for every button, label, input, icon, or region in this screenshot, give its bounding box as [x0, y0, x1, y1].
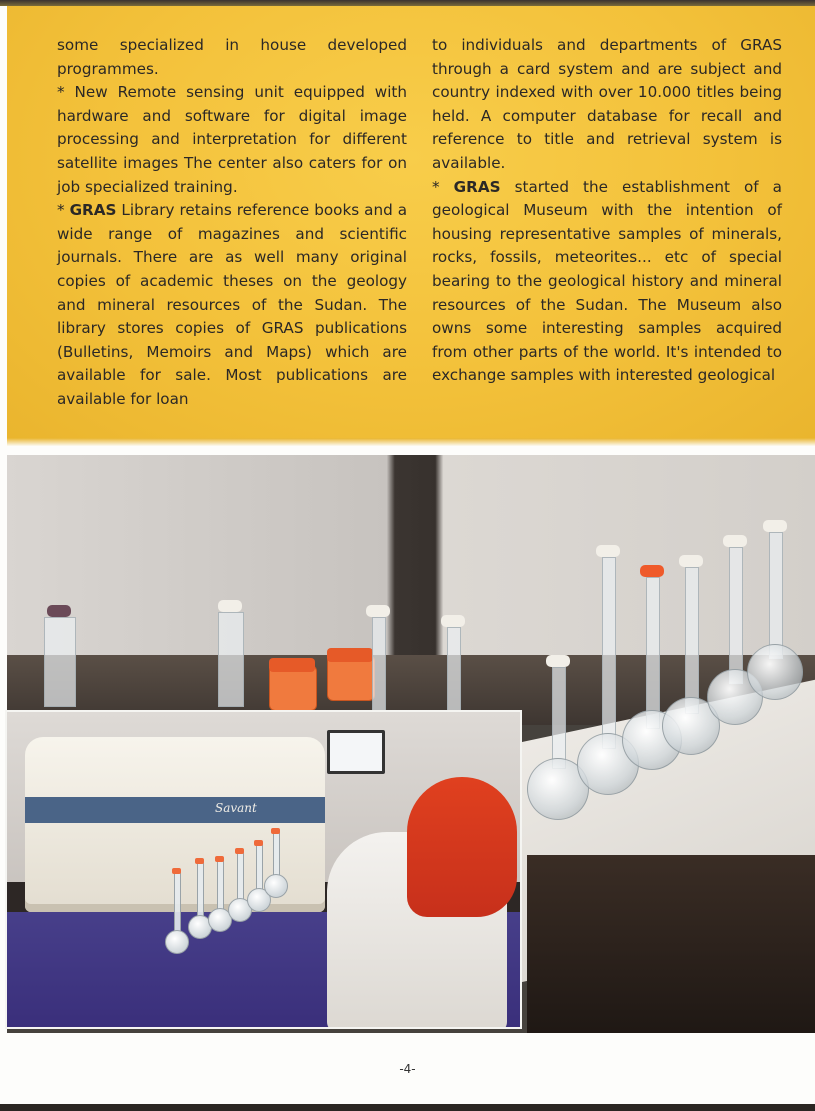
right-paragraph-1: to individuals and departments of GRAS through a card system and are subject and country indexed with over 10.000 titles being held. A computer database for recall and reference to title and retrieval system is available. [432, 36, 782, 172]
sample-flask-neck [237, 852, 244, 902]
jar-lid [269, 658, 315, 672]
right-column [432, 34, 782, 388]
bullet-marker: * [432, 177, 454, 196]
left-paragraph-2: * New Remote sensing unit equipped with hardware and software for digital image processing and interpretation for different satellite images The center also caters for on job specialized training. [57, 83, 407, 196]
flask [41, 605, 77, 705]
bullet-marker: * [57, 201, 70, 220]
flask [353, 605, 403, 715]
sample-flask [165, 930, 189, 954]
page-bottom-edge [0, 1104, 815, 1111]
left-paragraph-3 [57, 199, 407, 411]
left-paragraph-1: some specialized in house developed programmes. [57, 36, 407, 78]
inset-photo [5, 710, 522, 1029]
red-headscarf [407, 777, 517, 917]
gras-keyword: GRAS [453, 177, 501, 196]
computer-monitor [327, 730, 385, 774]
right-paragraph-2 [432, 176, 782, 388]
sample-flask-cap [215, 856, 224, 862]
sample-flask-cap [172, 868, 181, 874]
flask [747, 520, 803, 700]
page-number: -4- [399, 1062, 416, 1076]
left-column [57, 34, 407, 412]
bench-cabinet [527, 855, 815, 1033]
sample-flask-neck [174, 872, 181, 934]
sample-flask [264, 874, 288, 898]
sample-flask-cap [254, 840, 263, 846]
panel-divider [7, 438, 815, 446]
sample-flask-neck [197, 862, 204, 919]
sample-flask-neck [273, 832, 280, 878]
library-text: Library retains reference books and a wide range of magazines and scientific journals. There are as well many original copies of academic theses on the geology and mineral resources of the Sudan. The library stores copies of GRAS publications (Bulletins, Memoirs and Maps) which are available for sale. Most publications are available for loan [57, 201, 407, 408]
sample-flask-cap [271, 828, 280, 834]
sample-flask-cap [195, 858, 204, 864]
gras-keyword: GRAS [69, 201, 117, 220]
sample-flask-neck [217, 860, 224, 912]
instrument-band [25, 797, 325, 823]
instrument-brand-label: Savant [215, 801, 257, 815]
text-panel [7, 6, 815, 438]
sample-flask-neck [256, 844, 263, 892]
sample-flask-cap [235, 848, 244, 854]
museum-text: started the establishment of a geological Museum with the intention of housing representative samples of minerals, rocks, fossils, meteorites... etc of special bearing to the geological history and mineral resources of the Sudan. The Museum also owns some interesting samples acquired from other parts of the world. It's intended to exchange samples with interested geological [432, 177, 782, 385]
flask [215, 600, 245, 705]
